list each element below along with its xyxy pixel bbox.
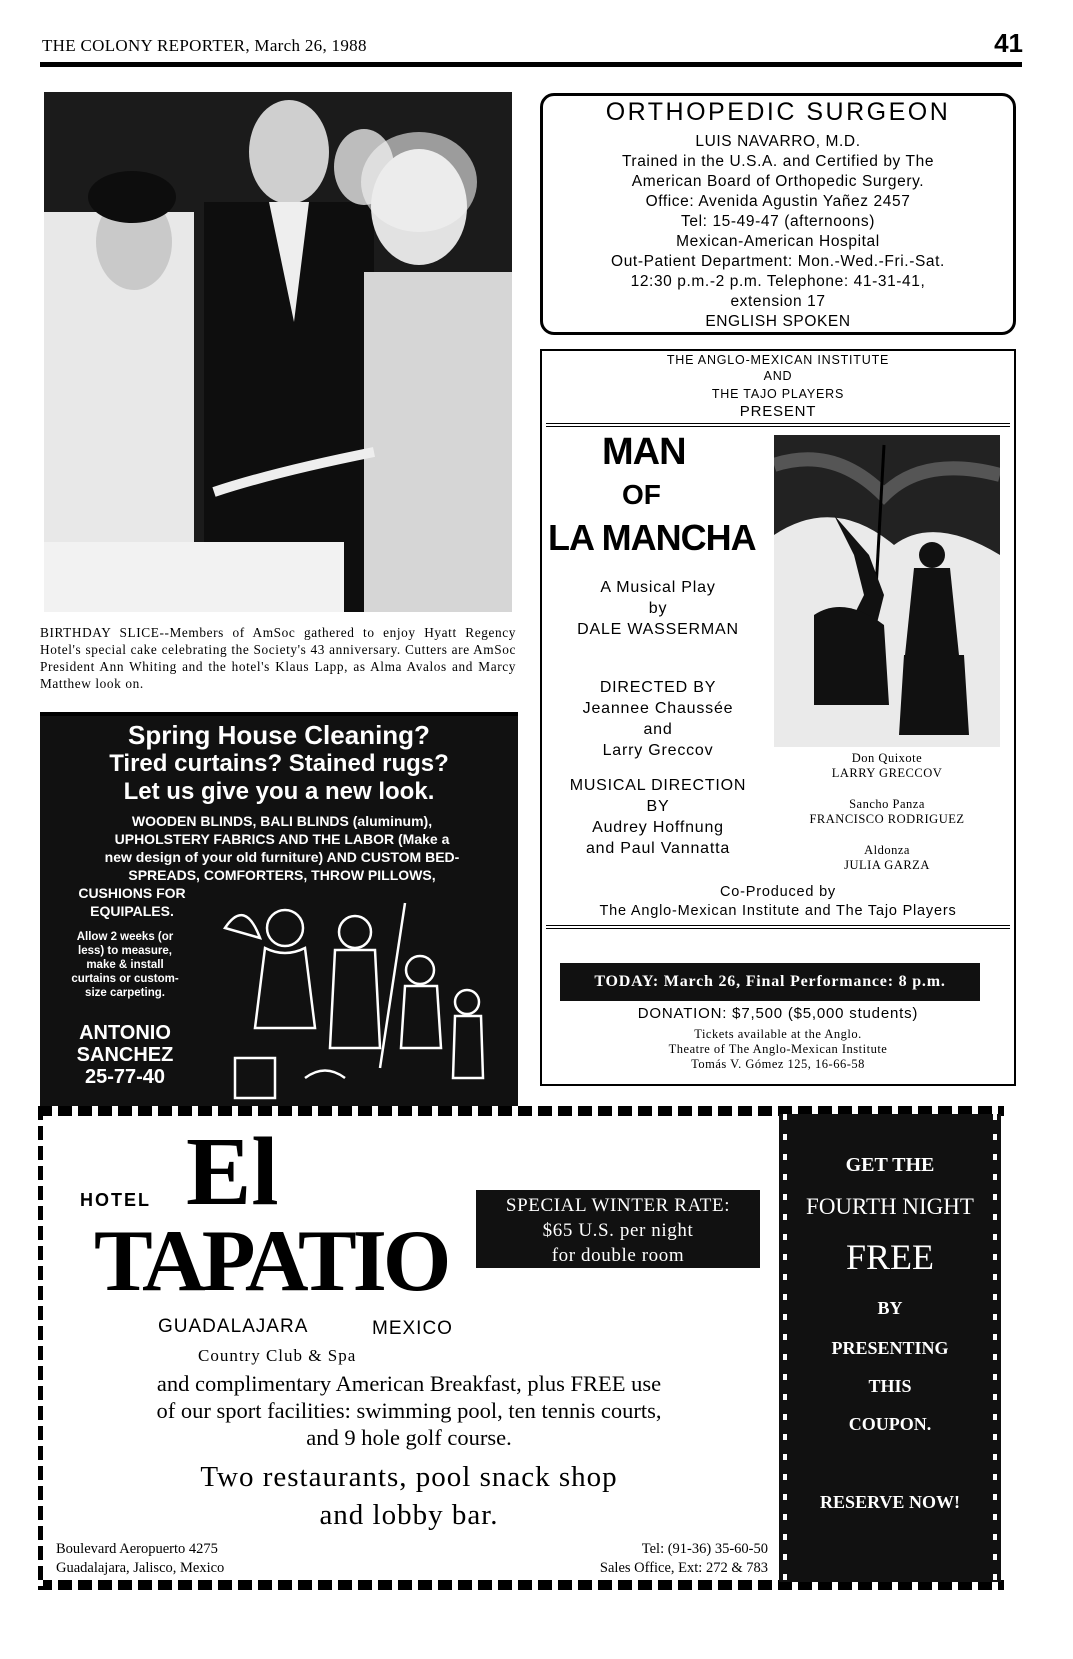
coupon-panel <box>779 1114 1001 1582</box>
border-left <box>38 1106 43 1590</box>
coproduced-line: The Anglo-Mexican Institute and The Tajo Players <box>599 903 957 919</box>
ortho-line: LUIS NAVARRO, M.D. <box>695 133 861 150</box>
orthopedic-title: ORTHOPEDIC SURGEON <box>605 98 951 126</box>
cleaning-headline-2: Tired curtains? Stained rugs? <box>109 750 449 777</box>
coupon-line: COUPON. <box>848 1414 932 1434</box>
hotel-city: GUADALAJARA <box>158 1316 309 1337</box>
musical-line: by <box>648 600 668 617</box>
divider <box>546 423 1010 424</box>
donation: DONATION: $7,500 ($5,000 students) <box>637 1005 919 1022</box>
cleaning-body-line: UPHOLSTERY FABRICS AND THE LABOR (Make a <box>114 831 450 847</box>
coupon-free: FREE <box>845 1237 934 1277</box>
title-man: MAN <box>602 431 686 473</box>
cast-don-quixote <box>774 751 1000 781</box>
cast-actor: LARRY GRECCOV <box>831 766 943 780</box>
theatre-ad <box>540 349 1016 1086</box>
amenities-line: and complimentary American Breakfast, plus FREE use <box>156 1371 662 1396</box>
tickets-info <box>542 1027 1014 1072</box>
cleaning-body-line: EQUIPALES. <box>90 903 174 919</box>
directed-line: and <box>643 721 673 738</box>
tickets-line: Tickets available at the Anglo. <box>694 1027 862 1041</box>
orthopedic-ad <box>540 93 1016 335</box>
rate-line: $65 U.S. per night <box>542 1220 694 1241</box>
coupon-line: PRESENTING <box>831 1338 949 1358</box>
presenter-line: AND <box>763 369 793 383</box>
title-of: OF <box>622 479 661 510</box>
cleaning-family-illustration <box>205 898 505 1104</box>
coproduced-line: Co-Produced by <box>720 884 836 900</box>
winter-rate-box <box>476 1190 760 1268</box>
coproduced <box>542 883 1014 921</box>
photo-image <box>44 92 512 612</box>
coupon-edge-right <box>993 1114 997 1582</box>
allow-line: size carpeting. <box>85 987 165 999</box>
allow-line: Allow 2 weeks (or <box>76 931 174 943</box>
photo-birthday-slice <box>44 92 512 612</box>
hotel-address <box>56 1540 224 1578</box>
address-line: Boulevard Aeropuerto 4275 <box>56 1541 218 1557</box>
presenter-line: THE ANGLO-MEXICAN INSTITUTE <box>666 353 890 367</box>
contact-name <box>50 1022 200 1088</box>
hotel-restaurants <box>44 1458 774 1534</box>
cast-role: Don Quixote <box>851 751 923 765</box>
cleaning-body-line: SPREADS, COMFORTERS, THROW PILLOWS, <box>128 867 436 883</box>
tickets-line: Tomás V. Gómez 125, 16-66-58 <box>691 1057 865 1071</box>
musdir-line: BY <box>646 798 670 815</box>
page-number: 41 <box>994 28 1023 58</box>
cleaning-headline-3: Let us give you a new look. <box>123 778 435 805</box>
don-quixote-photo <box>774 435 1000 747</box>
musical-direction-credit <box>546 775 770 859</box>
cleaning-body-line: CUSHIONS FOR <box>78 885 186 901</box>
amenities-line: of our sport facilities: swimming pool, ten tennis courts, <box>156 1398 662 1423</box>
directed-line: Larry Greccov <box>602 742 714 759</box>
allow-line: make & install <box>86 959 164 971</box>
title-la-mancha: LA MANCHA <box>548 517 756 558</box>
ortho-line: 12:30 p.m.-2 p.m. Telephone: 41-31-41, <box>630 273 926 290</box>
coupon-reserve: RESERVE NOW! <box>820 1492 960 1512</box>
cleaning-body-2 <box>52 884 212 920</box>
present-label: PRESENT <box>739 403 817 420</box>
ortho-line: Trained in the U.S.A. and Certified by The <box>621 153 935 170</box>
header-rule <box>40 62 1022 67</box>
contact-last-name: SANCHEZ <box>76 1044 174 1066</box>
coupon-line: GET THE <box>845 1154 935 1176</box>
address-line: Guadalajara, Jalisco, Mexico <box>56 1560 225 1576</box>
ortho-line: Mexican-American Hospital <box>676 233 880 250</box>
restaurants-line: and lobby bar. <box>319 1499 499 1531</box>
cleaning-body <box>52 812 512 884</box>
directed-line: DIRECTED BY <box>599 679 717 696</box>
cast-actor: JULIA GARZA <box>844 858 930 872</box>
musdir-line: MUSICAL DIRECTION <box>569 777 747 794</box>
allow-line: less) to measure, <box>78 945 172 957</box>
cast-sancho-panza <box>774 797 1000 827</box>
divider <box>546 925 1010 926</box>
allow-line: curtains or custom- <box>71 973 179 985</box>
hotel-subtitle: Country Club & Spa <box>198 1346 357 1365</box>
ortho-line: ENGLISH SPOKEN <box>705 313 851 330</box>
contact-first-name: ANTONIO <box>79 1022 171 1044</box>
hotel-amenities <box>44 1370 774 1451</box>
ortho-line: Office: Avenida Agustin Yañez 2457 <box>645 193 911 210</box>
orthopedic-details <box>543 132 1013 332</box>
hotel-tapatio: TAPATIO <box>94 1213 448 1310</box>
hotel-word: HOTEL <box>80 1190 151 1210</box>
cleaning-body-line: WOODEN BLINDS, BALI BLINDS (aluminum), <box>131 813 433 829</box>
photo-caption: BIRTHDAY SLICE--Members of AmSoc gathered to enjoy Hyatt Regency Hotel's special cake celebrating the Society's 43 anniversary. Cutters are AmSoc President Ann Whiting and the hotel's Klaus Lapp, as Alma Avalos and Marcy Matthew look on. <box>40 625 516 691</box>
cast-role: Sancho Panza <box>849 797 925 811</box>
today-banner: TODAY: March 26, Final Performance: 8 p.m. <box>560 963 980 1001</box>
coupon-line: FOURTH NIGHT <box>806 1194 974 1219</box>
ortho-line: American Board of Orthopedic Surgery. <box>631 173 925 190</box>
phone-line: Tel: (91-36) 35-60-50 <box>641 1541 768 1557</box>
coupon-line: THIS <box>868 1376 912 1396</box>
restaurants-line: Two restaurants, pool snack shop <box>200 1461 618 1493</box>
musdir-line: Audrey Hoffnung <box>592 819 724 836</box>
musical-line: DALE WASSERMAN <box>577 621 739 638</box>
ortho-line: Out-Patient Department: Mon.-Wed.-Fri.-Sat. <box>611 253 945 270</box>
divider <box>546 426 1010 427</box>
masthead: THE COLONY REPORTER, March 26, 1988 <box>42 36 367 55</box>
presenter-line: THE TAJO PLAYERS <box>711 387 845 401</box>
ortho-line: Tel: 15-49-47 (afternoons) <box>681 213 875 230</box>
contact-phone: 25-77-40 <box>84 1066 166 1088</box>
musical-credit <box>546 577 770 640</box>
directed-line: Jeannee Chaussée <box>582 700 734 717</box>
hotel-el-tapatio-ad <box>38 1106 1004 1590</box>
ortho-line: extension 17 <box>730 293 826 310</box>
don-quixote-image <box>774 435 1000 747</box>
musical-line: A Musical Play <box>600 579 716 596</box>
coupon-edge-left <box>783 1114 787 1582</box>
coupon-line: BY <box>877 1298 903 1318</box>
amenities-line: and 9 hole golf course. <box>306 1425 512 1450</box>
cleaning-headline-1: Spring House Cleaning? <box>128 720 430 750</box>
rate-line: for double room <box>551 1245 685 1266</box>
cleaning-body-line: new design of your old furniture) AND CUSTOM BED- <box>104 849 460 865</box>
musdir-line: and Paul Vannatta <box>585 840 731 857</box>
rate-line: SPECIAL WINTER RATE: <box>505 1195 731 1216</box>
divider <box>546 928 1010 929</box>
hotel-el: El <box>186 1118 279 1226</box>
cast-aldonza <box>774 843 1000 873</box>
cleaning-ad <box>40 712 518 1106</box>
hotel-country: MEXICO <box>372 1318 453 1339</box>
hotel-phone <box>508 1540 768 1578</box>
cleaning-allow <box>50 930 200 1000</box>
tickets-line: Theatre of The Anglo-Mexican Institute <box>668 1042 888 1056</box>
directed-credit <box>546 677 770 761</box>
cast-role: Aldonza <box>864 843 910 857</box>
phone-line: Sales Office, Ext: 272 & 783 <box>599 1560 768 1576</box>
cast-actor: FRANCISCO RODRIGUEZ <box>809 812 965 826</box>
